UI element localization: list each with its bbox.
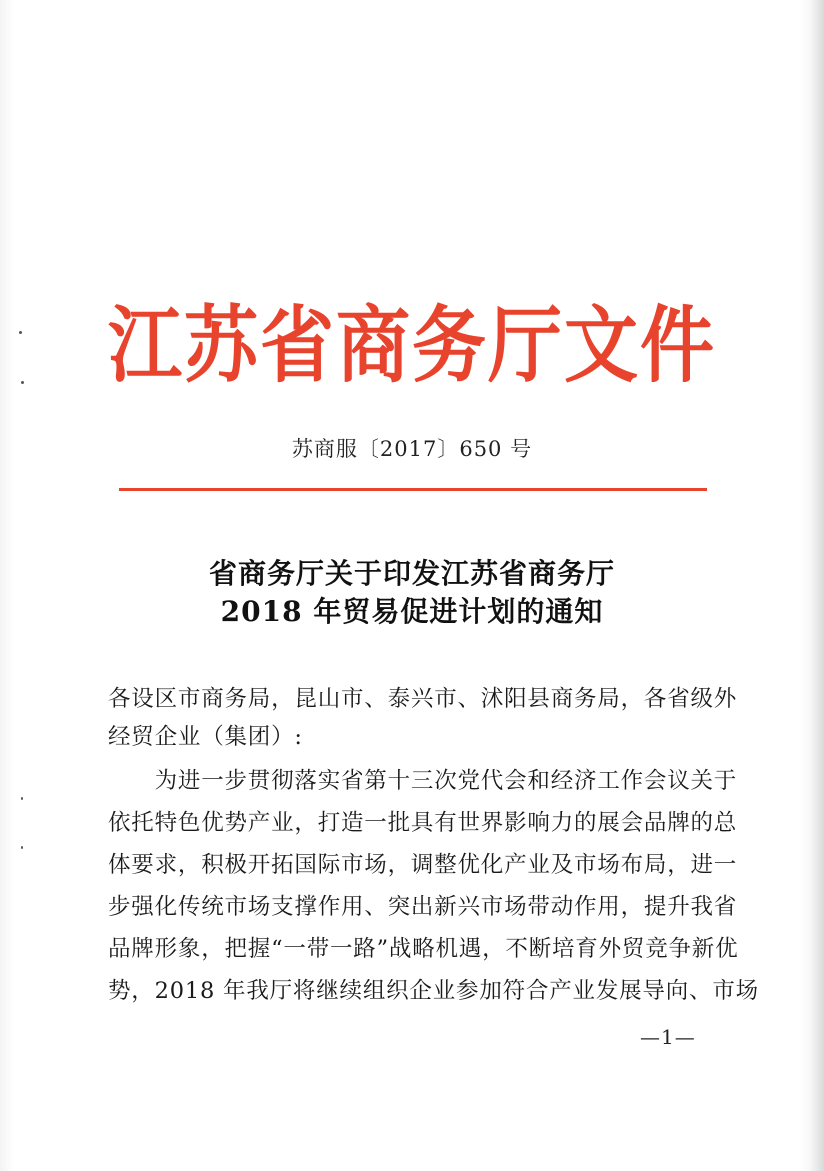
body-line-1: 各设区市商务局，昆山市、泰兴市、沭阳县商务局，各省级外 — [108, 686, 738, 712]
body-line-8: 势，2018 年我厅将继续组织企业参加符合产业发展导向、市场 — [108, 978, 759, 1004]
notice-title-line-1: 省商务厅关于印发江苏省商务厅 — [208, 557, 615, 590]
document-header-title: 江苏省商务厅文件 — [108, 297, 716, 395]
scan-speck — [21, 381, 24, 384]
notice-title-line-2: 2018 年贸易促进计划的通知 — [220, 595, 604, 628]
scan-speck — [19, 331, 22, 334]
document-number: 苏商服〔2017〕650 号 — [291, 437, 533, 461]
page-number: —1— — [640, 1025, 696, 1049]
body-line-7: 品牌形象，把握“一带一路”战略机遇，不断培育外贸竞争新优 — [108, 936, 739, 962]
body-line-5: 体要求，积极开拓国际市场，调整优化产业及市场布局，进一 — [108, 852, 738, 878]
scan-speck — [21, 797, 23, 800]
scan-speck — [21, 846, 23, 849]
header-divider-rule — [119, 488, 707, 491]
body-line-2: 经贸企业（集团）: — [108, 724, 303, 750]
body-line-6: 步强化传统市场支撑作用、突出新兴市场带动作用，提升我省 — [108, 894, 738, 920]
body-line-3: 为进一步贯彻落实省第十三次党代会和经济工作会议关于 — [108, 768, 738, 794]
body-line-4: 依托特色优势产业，打造一批具有世界影响力的展会品牌的总 — [108, 810, 738, 836]
